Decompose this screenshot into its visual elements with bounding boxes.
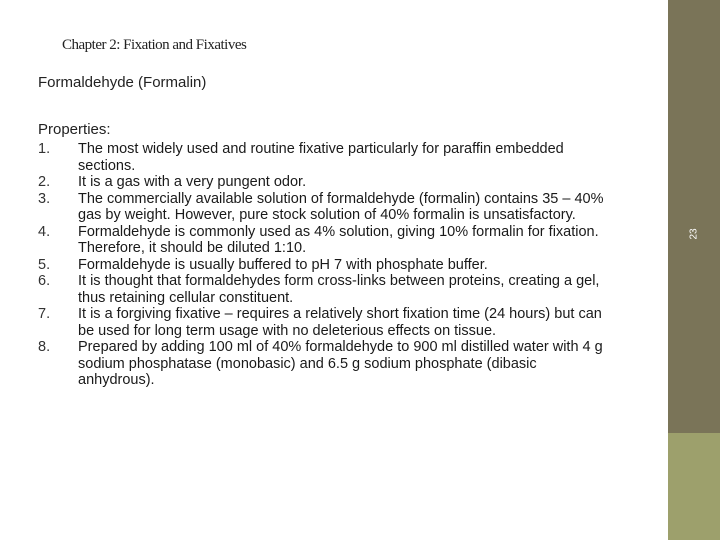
item-text: The most widely used and routine fixative particularly for paraffin embedded sections.	[78, 141, 564, 174]
item-number: 3.	[38, 190, 51, 207]
item-number: 5.	[38, 256, 51, 273]
properties-list	[38, 141, 608, 389]
list-item	[38, 191, 608, 224]
list-item	[38, 306, 608, 339]
item-number: 6.	[38, 273, 51, 289]
item-text: It is a forgiving fixative – requires a relatively short fixation time (24 hours) but can be used for long term usage with no deleterious effects on tissue.	[78, 306, 602, 339]
chapter-title: Chapter 2: Fixation and Fixatives	[62, 37, 247, 53]
sidebar-accent-block	[668, 433, 720, 540]
list-item	[38, 339, 608, 389]
item-text: Formaldehyde is usually buffered to pH 7 with phosphate buffer.	[78, 256, 488, 273]
item-number: 4.	[38, 223, 51, 240]
page-number: 23	[688, 228, 700, 240]
item-text: Prepared by adding 100 ml of 40% formaldehyde to 900 ml distilled water with 4 g sodium phosphatase (monobasic) and 6.5 g sodium phosphate (dibasic anhydrous).	[78, 339, 603, 388]
list-item	[38, 257, 608, 274]
item-text: Formaldehyde is commonly used as 4% solution, giving 10% formalin for fixation. Therefore, it should be diluted 1:10.	[78, 223, 599, 256]
list-item	[38, 141, 608, 174]
item-number: 8.	[38, 339, 51, 355]
list-item	[38, 273, 608, 306]
item-text: It is thought that formaldehydes form cross-links between proteins, creating a gel, thus retaining cellular constituent.	[78, 273, 600, 306]
list-item	[38, 224, 608, 257]
item-number: 7.	[38, 306, 51, 322]
item-text: It is a gas with a very pungent odor.	[78, 174, 307, 190]
slide-heading: Formaldehyde (Formalin)	[38, 74, 207, 91]
item-text: The commercially available solution of formaldehyde (formalin) contains 35 – 40% gas by weight. However, pure stock solution of 40% formalin is unsatisfactory.	[78, 190, 604, 223]
list-item	[38, 174, 608, 191]
item-number: 2.	[38, 174, 51, 190]
item-number: 1.	[38, 141, 51, 157]
properties-label: Properties:	[38, 121, 111, 138]
